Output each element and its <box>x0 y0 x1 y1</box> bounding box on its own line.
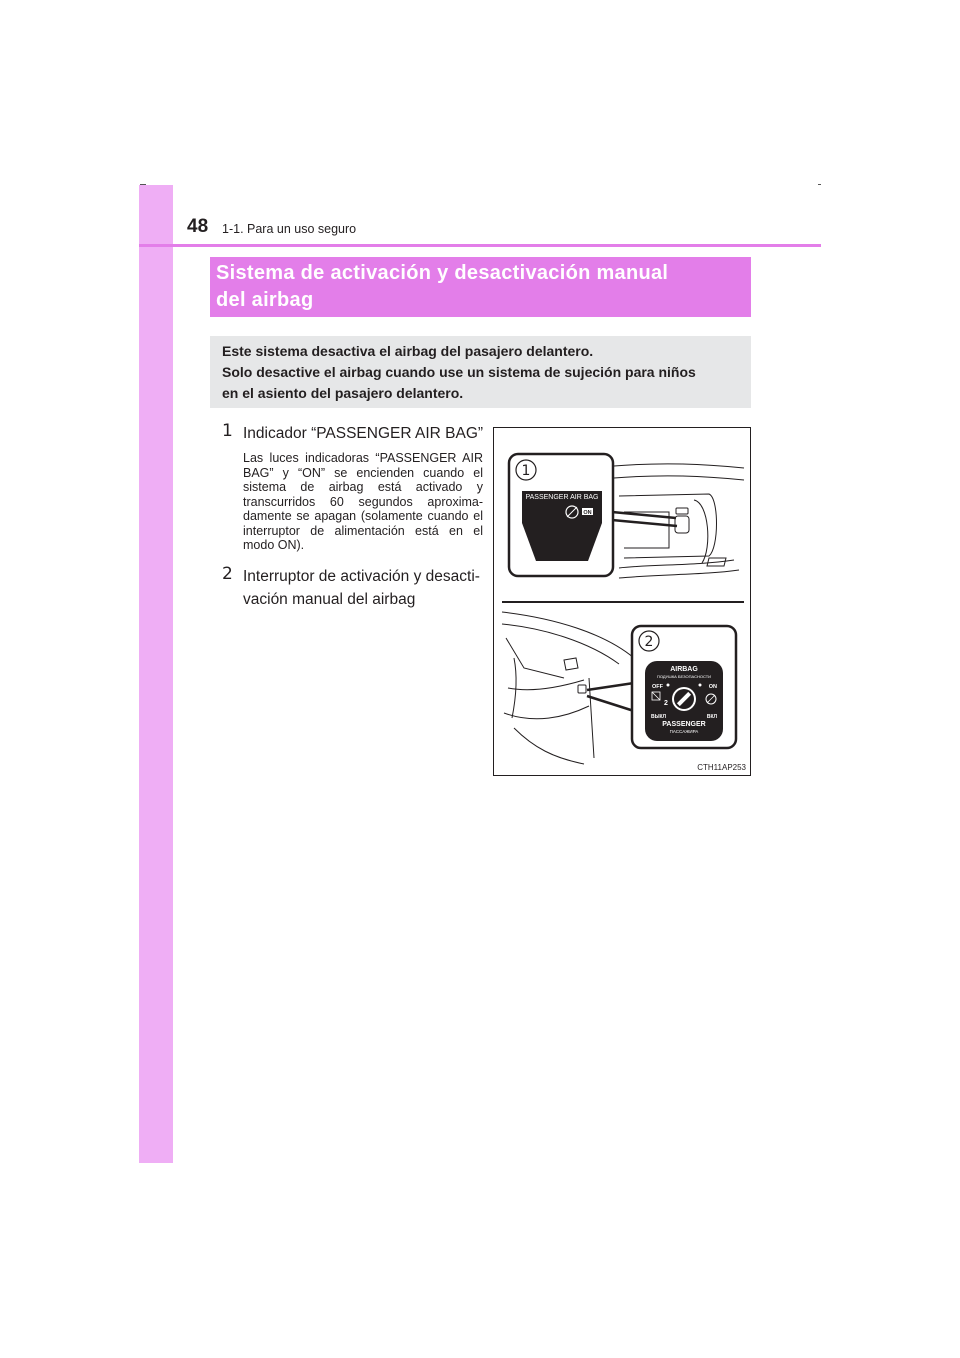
crop-mark <box>140 184 146 185</box>
callout-1-label: 1 <box>521 463 531 479</box>
on-label: ON <box>708 684 717 690</box>
item-description: Las luces indicadoras “PASSENGER AIR BAG” y “ON” se encienden cuando el sistema de airbag está activado y transcurridos 60 segundos aproxima- damente se apagan (solamente cuando el interruptor de alimentación está en el modo ON). <box>243 451 483 552</box>
figure-code: CTH11AP253 <box>697 763 746 772</box>
switch-label-bottom: PASSENGER <box>662 721 706 728</box>
off-label-ru: ВЫКЛ <box>651 714 667 720</box>
switch-label-bottom-ru: ПАССАЖИРА <box>669 729 699 734</box>
crop-mark <box>818 184 821 185</box>
on-label-ru: ВКЛ <box>706 714 717 720</box>
item-number: 2 <box>222 564 233 584</box>
intro-box <box>210 336 751 408</box>
side-tab <box>139 185 173 1163</box>
on-indicator-label: ON <box>583 510 592 516</box>
intro-line: en el asiento del pasajero delantero. <box>222 385 464 401</box>
section-title-line: del airbag <box>216 289 314 311</box>
item-title-line: Interruptor de activación y desacti- <box>243 568 480 585</box>
off-label: OFF <box>652 684 663 690</box>
switch-label-top: AIRBAG <box>670 666 698 673</box>
glovebox-drawing <box>502 612 634 764</box>
section-title <box>210 257 751 317</box>
header-rule <box>139 244 821 247</box>
item-title-line: vación manual del airbag <box>243 591 416 608</box>
svg-text:2: 2 <box>664 700 668 707</box>
item-title: Indicador “PASSENGER AIR BAG” <box>243 425 484 442</box>
intro-line: Solo desactive el airbag cuando use un sistema de sujeción para niños <box>222 364 696 380</box>
section-title-line: Sistema de activación y desactivación manual <box>216 262 669 284</box>
illustration <box>493 427 751 776</box>
switch-label-top-ru: ПОДУШКА БЕЗОПАСНОСТИ <box>656 674 712 679</box>
callout-2-label: 2 <box>644 634 654 650</box>
intro-line: Este sistema desactiva el airbag del pasajero delantero. <box>222 343 594 359</box>
item-number: 1 <box>222 421 233 441</box>
item-title <box>243 565 493 611</box>
section-label: 1-1. Para un uso seguro <box>222 222 357 236</box>
indicator-label: PASSENGER AIR BAG <box>525 494 599 501</box>
page-number: 48 <box>187 216 209 237</box>
